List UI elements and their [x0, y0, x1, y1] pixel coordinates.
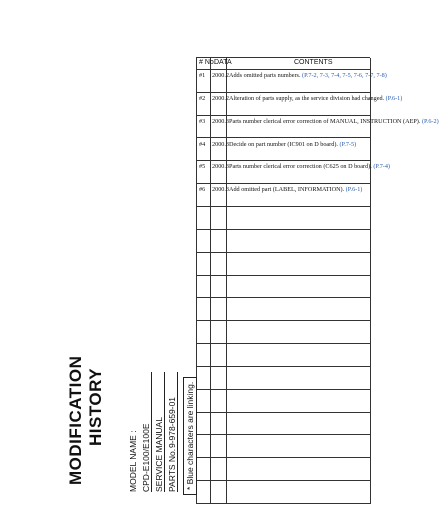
table-row-border: [196, 389, 370, 390]
table-row: [0, 161, 400, 184]
row-contents: [229, 119, 439, 125]
table-row-border: [196, 503, 370, 504]
table-row-border: [196, 366, 370, 367]
table-row-border: [196, 275, 370, 276]
table-row-border: [196, 252, 370, 253]
row-date: 2000.3: [212, 117, 230, 125]
row-date: 2000.3: [212, 186, 230, 194]
table-row-border: [196, 457, 370, 458]
table-row-border: [196, 229, 370, 230]
row-page-link[interactable]: (P.6-2): [421, 117, 439, 125]
row-page-link[interactable]: (P.7-2, 7-3, 7-4, 7-5, 7-6, 7-7, 7-8): [302, 72, 387, 80]
row-number: #2: [199, 94, 206, 102]
parts-number: 9-978-659-01: [167, 396, 177, 448]
table-row-border: [196, 435, 370, 436]
service-manual-label: SERVICE MANUAL: [154, 417, 164, 492]
page-title: MODIFICATION: [66, 355, 85, 485]
row-contents-text: Parts number clerical error correction (C625 on D board).: [229, 163, 374, 171]
row-date: 2000.2: [212, 94, 230, 102]
row-contents-text: Add omitted part (LABEL, INFORMATION).: [229, 186, 346, 194]
row-page-link[interactable]: (P.7-4): [373, 163, 390, 171]
row-contents-text: Parts number clerical error correction of MANUAL, INSTRUCTION (AEP).: [229, 117, 422, 125]
table-row: [0, 70, 400, 93]
table-row: [0, 116, 439, 139]
row-number: #6: [199, 186, 206, 194]
row-contents-text: Adds omitted parts numbers.: [229, 72, 303, 80]
row-date: 2000.3: [212, 140, 230, 148]
row-number: #5: [199, 163, 206, 171]
row-date: 2000.3: [212, 163, 230, 171]
row-contents: [229, 73, 387, 79]
table-row: [0, 139, 400, 162]
link-note-box: * Blue characters are linking.: [183, 377, 197, 495]
row-number: #3: [199, 117, 206, 125]
table-row-border: [196, 412, 370, 413]
row-number: #1: [199, 72, 206, 80]
table-row-border: [196, 320, 370, 321]
row-page-link[interactable]: (P.6-1): [345, 186, 363, 194]
service-manual-underline: [164, 372, 165, 492]
table-row: [0, 184, 400, 207]
page-subtitle: HISTORY: [86, 367, 105, 446]
parts-label: PARTS No.: [167, 448, 177, 492]
row-contents: [229, 164, 390, 170]
header-no: # No.: [199, 59, 216, 66]
table-row: [0, 93, 403, 116]
model-label: MODEL NAME :: [128, 430, 138, 492]
row-page-link[interactable]: (P.7-5): [339, 140, 357, 148]
parts-underline: [177, 372, 178, 492]
table-row-border: [196, 297, 370, 298]
model-name: CPD-E100/E100E: [141, 423, 151, 492]
row-date: 2000.2: [212, 72, 230, 80]
table-border-right: [196, 57, 370, 58]
table-row-border: [196, 343, 370, 344]
row-page-link[interactable]: (P.6-1): [385, 94, 403, 102]
header-data: DATA: [214, 59, 232, 66]
row-contents-text: Decide on part number (IC901 on D board).: [229, 140, 340, 148]
row-number: #4: [199, 140, 206, 148]
table-row-border: [196, 480, 370, 481]
row-contents-text: Alteration of parts supply, as the service division had changed.: [229, 94, 386, 102]
row-contents: [229, 142, 356, 148]
header-contents: CONTENTS: [294, 59, 333, 66]
row-contents: [229, 187, 362, 193]
row-contents: [229, 96, 402, 102]
model-name-underline: [151, 372, 152, 492]
